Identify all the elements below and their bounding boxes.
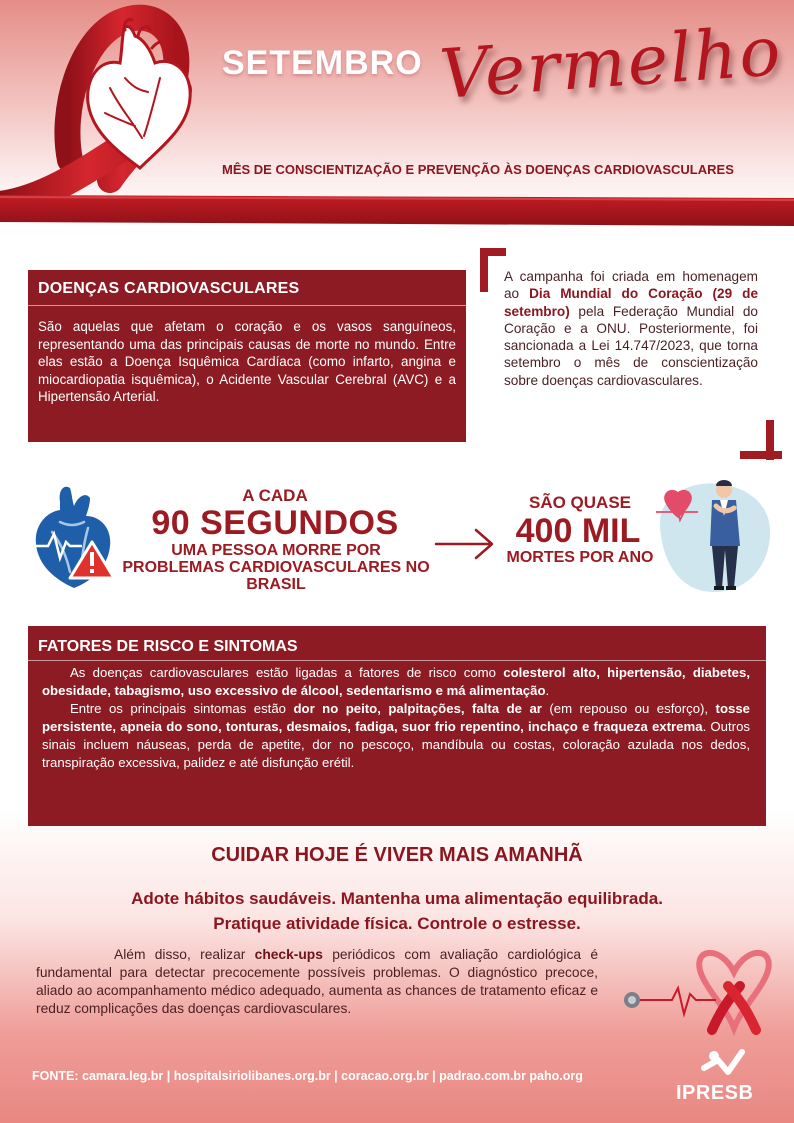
- checkups-text: [36, 946, 598, 1018]
- stat1-description: UMA PESSOA MORRE POR PROBLEMAS CARDIOVASCULARES NO BRASIL: [122, 542, 430, 593]
- checkups-a: Além disso, realizar: [114, 947, 255, 962]
- risco-p1-a: As doenças cardiovasculares estão ligadas a fatores de risco como: [70, 665, 504, 680]
- fatores-risco-box: [28, 626, 766, 826]
- stethoscope-heart-illustration: [616, 942, 776, 1042]
- doencas-divider: [28, 305, 466, 306]
- risco-paragraph-1: [42, 664, 750, 700]
- campanha-part1: A campanha foi criada em homenagem ao: [504, 269, 758, 302]
- habitos-line-2: Pratique atividade física. Controle o estresse.: [213, 914, 581, 933]
- campanha-part2: pela Federação Mundial do Coração e a ONU. Posteriormente, foi sancionada a Lei 14.747/2023, que torna setembro o mês de conscientização sobre doenças cardiovasculares.: [504, 303, 758, 388]
- doencas-title: DOENÇAS CARDIOVASCULARES: [38, 280, 300, 297]
- habitos-text: [30, 886, 764, 936]
- title-setembro: SETEMBRO: [222, 44, 423, 82]
- campanha-text: [504, 268, 758, 389]
- risco-p2-c: (em repouso ou esforço),: [541, 701, 716, 716]
- risco-p2-e: . Outros sinais incluem náuseas, perda de apetite, dor no pescoço, mandíbula ou costas, coloração azulada nos dedos, transpiração excessiva, palidez e até disfunção erétil.: [42, 719, 750, 770]
- risco-p1-b: colesterol alto, hipertensão, diabetes, obesidade, tabagismo, uso excessivo de álcool, sedentarismo e má alimentação: [42, 665, 750, 698]
- stat2-description: MORTES POR ANO: [506, 549, 654, 566]
- risco-p2-d: tosse persistente, apneia do sono, tonturas, desmaios, fadiga, suor frio repentino, inchaço e fraqueza extrema: [42, 701, 750, 734]
- risco-p2-a: Entre os principais sintomas estão: [70, 701, 294, 716]
- risco-p1-c: .: [545, 683, 550, 698]
- fonte-sources: FONTE: camara.leg.br | hospitalsiriolibanes.org.br | coracao.org.br | padrao.com.br paho.org: [32, 1069, 583, 1083]
- arrow-right-icon: [434, 527, 496, 561]
- habitos-line-1: Adote hábitos saudáveis. Mantenha uma alimentação equilibrada.: [131, 889, 663, 908]
- doencas-cardiovasculares-box: [28, 270, 466, 442]
- header-subtitle: MÊS DE CONSCIENTIZAÇÃO E PREVENÇÃO ÀS DOENÇAS CARDIOVASCULARES: [222, 162, 734, 177]
- bracket-top-vertical: [480, 248, 488, 292]
- stat2-pre: SÃO QUASE: [528, 493, 632, 512]
- stat1-value: 90 SEGUNDOS: [151, 504, 399, 542]
- checkups-b: check-ups: [254, 947, 323, 962]
- risco-body: [42, 664, 750, 772]
- cuidar-headline: CUIDAR HOJE É VIVER MAIS AMANHÃ: [211, 844, 583, 866]
- risco-divider: [28, 660, 766, 661]
- risco-p2-b: dor no peito, palpitações, falta de ar: [293, 701, 542, 716]
- stat1-pre: A CADA: [242, 486, 308, 505]
- bracket-bottom-vertical: [766, 420, 774, 460]
- bracket-bottom-horizontal: [740, 451, 782, 459]
- doencas-text: São aquelas que afetam o coração e os vasos sanguíneos, representando uma das principais causas de morte no mundo. Entre elas estão a Doença Isquêmica Cardíaca (como infarto, angina e miocardiopatia isquêmica), o Acidente Vascular Cerebral (AVC) e a Hipertensão Arterial.: [38, 319, 456, 404]
- campanha-bold: Dia Mundial do Coração (29 de setembro): [504, 286, 758, 319]
- risco-title: FATORES DE RISCO E SINTOMAS: [38, 638, 298, 655]
- ipresb-logo-icon: [700, 1046, 746, 1080]
- stat2-value: 400 MIL: [515, 512, 641, 550]
- man-chest-pain-illustration: [650, 476, 774, 596]
- risco-paragraph-2: [42, 700, 750, 772]
- ipresb-logo-text: IPRESB: [676, 1082, 754, 1104]
- title-vermelho: Vermelho: [437, 12, 785, 115]
- heart-warning-icon: [30, 482, 122, 592]
- checkups-c: periódicos com avaliação cardiológica é fundamental para detectar precocemente possíveis problemas. O diagnóstico precoce, aliado ao acompanhamento médico adequado, aumenta as chances de tratamento eficaz e reduz complicações das doenças cardiovasculares.: [36, 947, 598, 1016]
